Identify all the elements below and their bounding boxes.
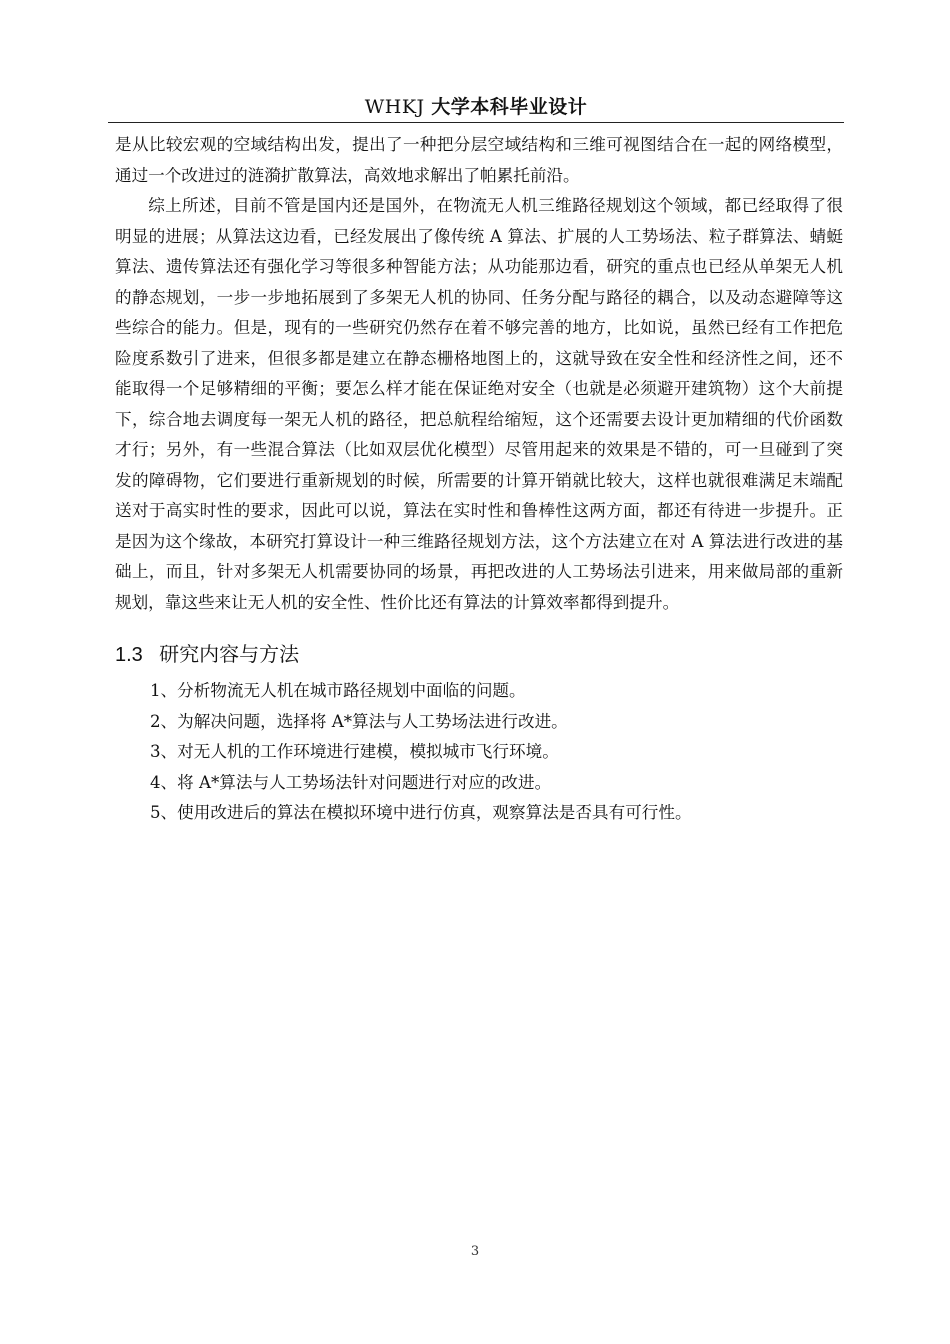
page-number: 3 xyxy=(470,1244,480,1259)
body-text xyxy=(115,130,843,618)
section-heading xyxy=(115,638,815,671)
header-university-label: 大学本科毕业设计 xyxy=(431,96,588,118)
page-header xyxy=(108,92,844,123)
list-item: 5、使用改进后的算法在模拟环境中进行仿真，观察算法是否具有可行性。 xyxy=(150,803,692,822)
section-number: 1.3 xyxy=(115,644,143,666)
list-item: 4、将 A*算法与人工势场法针对问题进行对应的改进。 xyxy=(150,772,552,792)
paragraph-summary: 综上所述，目前不管是国内还是国外，在物流无人机三维路径规划这个领域，都已经取得了很明显的进展；从算法这边看，已经发展出了像传统 A 算法、扩展的人工势场法、粒子群算法、蜻蜓算法、遗传算法还有强化学习等很多种智能方法；从功能那边看，研究的重点也已经从单架无人机的静态规划，一步一步地拓展到了多架无人机的协同、任务分配与路径的耦合，以及动态避障等这些综合的能力。但是，现有的一些研究仍然存在着不够完善的地方，比如说，虽然已经有工作把危险度系数引了进来，但很多都是建立在静态栅格地图上的，这就导致在安全性和经济性之间，还不能取得一个足够精细的平衡；要怎么样才能在保证绝对安全（也就是必须避开建筑物）这个大前提下，综合地去调度每一架无人机的路径，把总航程给缩短，这个还需要去设计更加精细的代价函数才行；另外，有一些混合算法（比如双层优化模型）尽管用起来的效果是不错的，可一旦碰到了突发的障碍物，它们要进行重新规划的时候，所需要的计算开销就比较大，这样也就很难满足末端配送对于高实时性的要求，因此可以说，算法在实时性和鲁棒性这两方面，都还有待进一步提升。正是因为这个缘故，本研究打算设计一种三维路径规划方法，这个方法建立在对 A 算法进行改进的基础上，而且，针对多架无人机需要协同的场景，再把改进的人工势场法引进来，用来做局部的重新规划，靠这些来让无人机的安全性、性价比还有算法的计算效率都得到提升。 xyxy=(115,196,843,612)
list-item: 2、为解决问题，选择将 A*算法与人工势场法进行改进。 xyxy=(150,711,568,731)
paragraph-continued: 是从比较宏观的空域结构出发，提出了一种把分层空域结构和三维可视图结合在一起的网络模型，通过一个改进过的涟漪扩散算法，高效地求解出了帕累托前沿。 xyxy=(115,135,843,185)
list-item: 1、分析物流无人机在城市路径规划中面临的问题。 xyxy=(150,681,526,700)
header-code: WHKJ xyxy=(364,96,425,118)
research-content-list xyxy=(150,676,840,829)
section-title: 研究内容与方法 xyxy=(159,642,300,666)
list-item: 3、对无人机的工作环境进行建模，模拟城市飞行环境。 xyxy=(150,742,559,761)
